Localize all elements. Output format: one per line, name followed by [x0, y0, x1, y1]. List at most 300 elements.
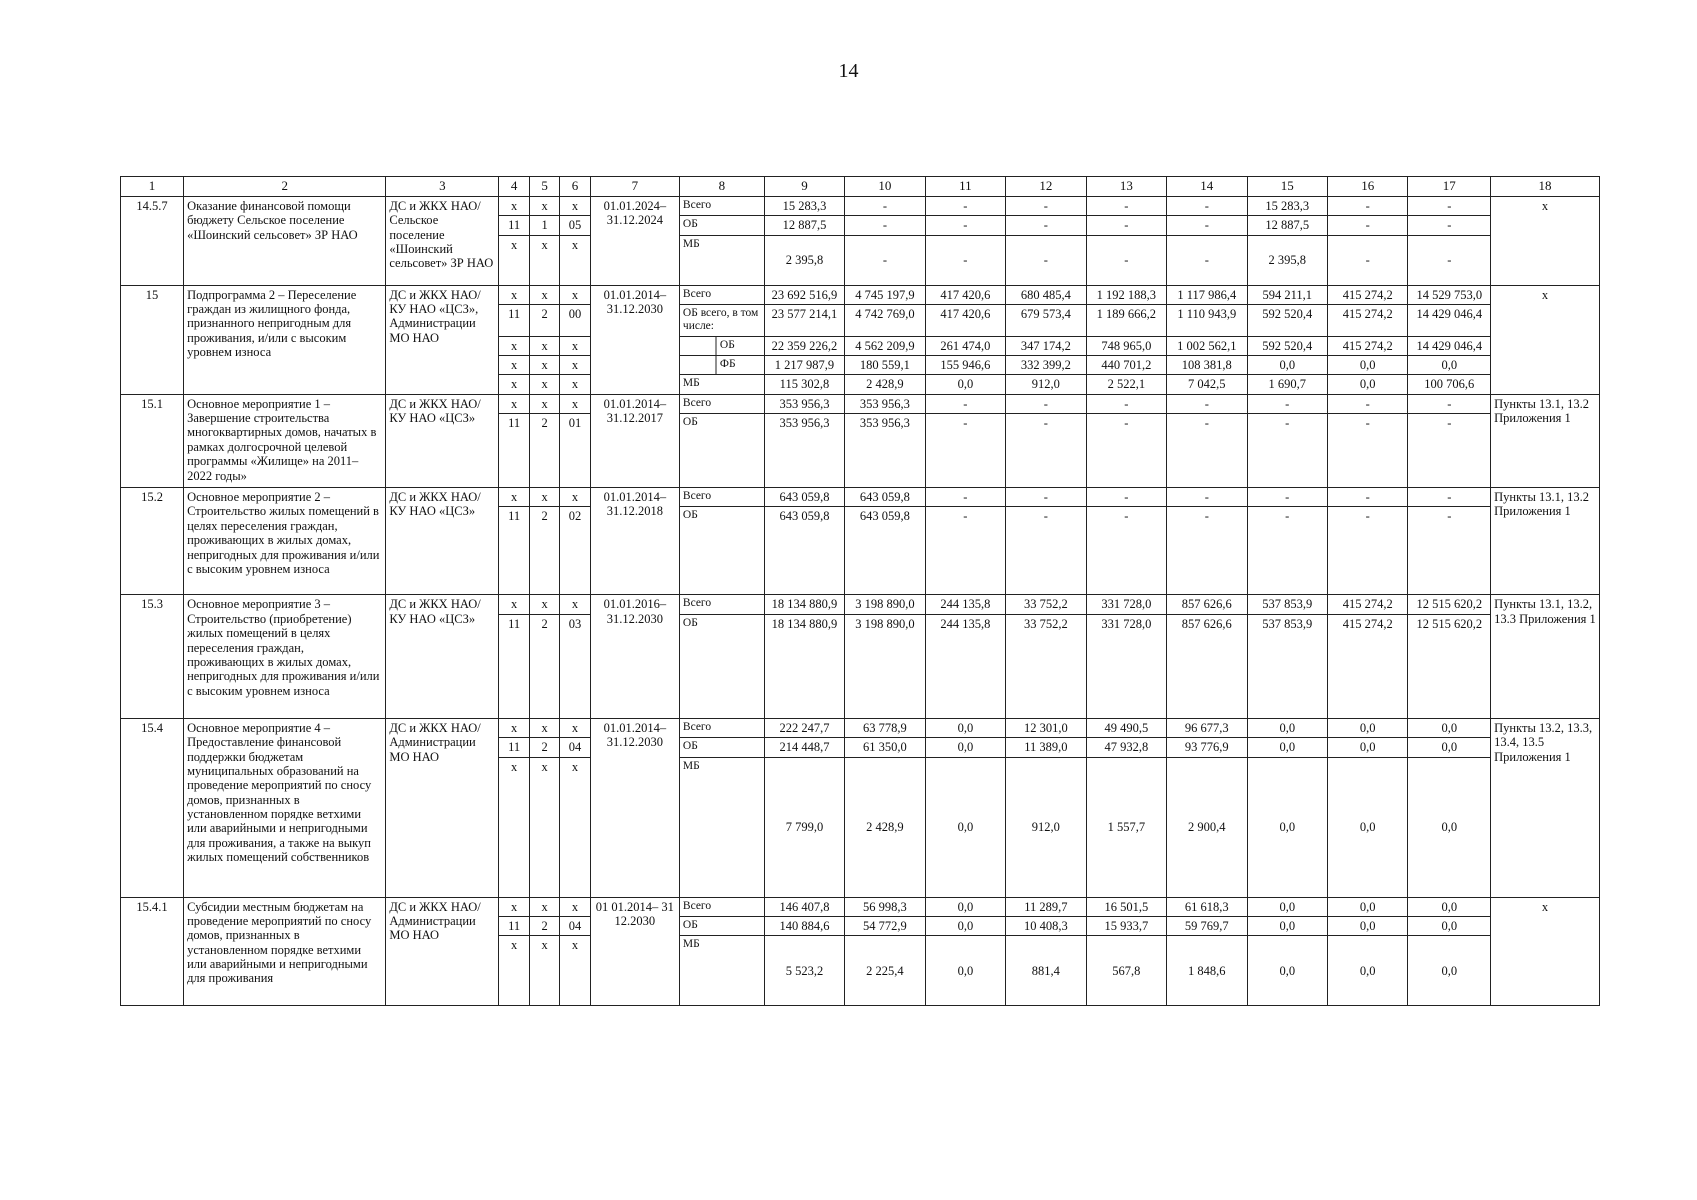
note: Пункты 13.1, 13.2, 13.3 Приложения 1 — [1491, 595, 1600, 718]
code-cell: х — [499, 375, 529, 394]
row-id: 15.4.1 — [121, 897, 184, 1006]
value-cell: 912,0 — [1006, 375, 1086, 394]
source-cell: ОБ — [679, 738, 764, 757]
value-cell: 96 677,3 — [1167, 718, 1247, 737]
value-cell: 0,0 — [1328, 718, 1408, 737]
value-cell: - — [1408, 414, 1491, 488]
header-cell: 13 — [1086, 177, 1166, 197]
header-cell: 4 — [499, 177, 529, 197]
value-cell: 1 002 562,1 — [1167, 336, 1247, 355]
source-cell: МБ — [679, 235, 764, 285]
row-id: 15.3 — [121, 595, 184, 718]
value-cell: - — [925, 488, 1005, 507]
measure-name: Субсидии местным бюджетам на проведение мероприятий по сносу домов, признанных в установленном порядке ветхими или аварийными и непригодными для проживания — [184, 897, 386, 1006]
value-cell: 16 501,5 — [1086, 897, 1166, 916]
value-cell: 5 523,2 — [764, 936, 844, 1006]
value-cell: 0,0 — [1328, 916, 1408, 935]
row-id: 15.1 — [121, 394, 184, 487]
value-cell: 61 618,3 — [1167, 897, 1247, 916]
table-row — [121, 196, 1600, 215]
value-cell: 0,0 — [1328, 936, 1408, 1006]
value-cell: 417 420,6 — [925, 285, 1005, 304]
header-cell: 8 — [679, 177, 764, 197]
value-cell: - — [1408, 235, 1491, 285]
value-cell: 331 728,0 — [1086, 595, 1166, 614]
value-cell: 881,4 — [1006, 936, 1086, 1006]
header-cell: 10 — [845, 177, 925, 197]
value-cell: 1 189 666,2 — [1086, 305, 1166, 336]
code-cell: 11 — [499, 738, 529, 757]
code-cell: х — [560, 355, 590, 374]
code-cell: 05 — [560, 216, 590, 235]
value-cell: - — [1086, 216, 1166, 235]
source-cell: ФБ — [679, 355, 764, 374]
code-cell: 04 — [560, 738, 590, 757]
period: 01 01.2014– 31 12.2030 — [590, 897, 679, 1006]
value-cell: - — [1167, 507, 1247, 595]
value-cell: 93 776,9 — [1167, 738, 1247, 757]
code-cell: х — [499, 757, 529, 897]
note: х — [1491, 196, 1600, 285]
source-cell: ОБ — [679, 916, 764, 935]
value-cell: 537 853,9 — [1247, 595, 1327, 614]
value-cell: - — [1328, 235, 1408, 285]
value-cell: - — [1006, 488, 1086, 507]
source-cell: Всего — [679, 394, 764, 413]
code-cell: х — [529, 936, 559, 1006]
value-cell: - — [1408, 507, 1491, 595]
header-cell: 11 — [925, 177, 1005, 197]
source-cell: Всего — [679, 285, 764, 304]
row-id: 15.2 — [121, 488, 184, 595]
value-cell: 2 225,4 — [845, 936, 925, 1006]
code-cell: 11 — [499, 414, 529, 488]
value-cell: 0,0 — [1328, 355, 1408, 374]
value-cell: 0,0 — [925, 936, 1005, 1006]
code-cell: х — [529, 897, 559, 916]
value-cell: 0,0 — [1247, 916, 1327, 935]
value-cell: 14 429 046,4 — [1408, 336, 1491, 355]
value-cell: 14 429 046,4 — [1408, 305, 1491, 336]
source-cell: Всего — [679, 595, 764, 614]
value-cell: - — [1328, 216, 1408, 235]
measure-name: Оказание финансовой помощи бюджету Сельское поселение «Шоинский сельсовет» ЗР НАО — [184, 196, 386, 285]
value-cell: 0,0 — [925, 718, 1005, 737]
table-row — [121, 897, 1600, 916]
value-cell: - — [1006, 507, 1086, 595]
source-cell: ОБ — [679, 507, 764, 595]
header-cell: 14 — [1167, 177, 1247, 197]
source-cell: МБ — [679, 936, 764, 1006]
value-cell: 0,0 — [1328, 897, 1408, 916]
value-cell: - — [1086, 414, 1166, 488]
value-cell: 0,0 — [925, 916, 1005, 935]
note: х — [1491, 285, 1600, 394]
header-cell: 3 — [386, 177, 499, 197]
value-cell: 0,0 — [1247, 757, 1327, 897]
value-cell: 440 701,2 — [1086, 355, 1166, 374]
code-cell: х — [499, 336, 529, 355]
period: 01.01.2016– 31.12.2030 — [590, 595, 679, 718]
value-cell: 594 211,1 — [1247, 285, 1327, 304]
value-cell: - — [925, 196, 1005, 215]
code-cell: 2 — [529, 614, 559, 718]
value-cell: 1 110 943,9 — [1167, 305, 1247, 336]
value-cell: - — [1086, 488, 1166, 507]
value-cell: 1 848,6 — [1167, 936, 1247, 1006]
code-cell: 00 — [560, 305, 590, 336]
value-cell: 33 752,2 — [1006, 614, 1086, 718]
value-cell: 12 887,5 — [764, 216, 844, 235]
value-cell: 18 134 880,9 — [764, 595, 844, 614]
period: 01.01.2024– 31.12.2024 — [590, 196, 679, 285]
source-cell: Всего — [679, 196, 764, 215]
value-cell: - — [1167, 196, 1247, 215]
value-cell: 643 059,8 — [764, 488, 844, 507]
value-cell: 59 769,7 — [1167, 916, 1247, 935]
header-row — [121, 177, 1600, 197]
code-cell: х — [560, 595, 590, 614]
value-cell: 415 274,2 — [1328, 614, 1408, 718]
value-cell: 155 946,6 — [925, 355, 1005, 374]
value-cell: 12 515 620,2 — [1408, 595, 1491, 614]
code-cell: х — [499, 595, 529, 614]
source-cell: Всего — [679, 488, 764, 507]
code-cell: х — [529, 375, 559, 394]
value-cell: 643 059,8 — [845, 488, 925, 507]
value-cell: - — [925, 394, 1005, 413]
value-cell: 0,0 — [1247, 936, 1327, 1006]
value-cell: - — [925, 414, 1005, 488]
row-id: 14.5.7 — [121, 196, 184, 285]
code-cell: 01 — [560, 414, 590, 488]
value-cell: 0,0 — [925, 897, 1005, 916]
value-cell: - — [1167, 414, 1247, 488]
header-cell: 18 — [1491, 177, 1600, 197]
value-cell: 22 359 226,2 — [764, 336, 844, 355]
header-cell: 9 — [764, 177, 844, 197]
value-cell: 415 274,2 — [1328, 336, 1408, 355]
executor: ДС и ЖКХ НАО/ Администрации МО НАО — [386, 718, 499, 897]
value-cell: 4 562 209,9 — [845, 336, 925, 355]
value-cell: - — [1247, 394, 1327, 413]
source-cell: ОБ — [679, 336, 764, 355]
value-cell: 857 626,6 — [1167, 595, 1247, 614]
source-cell: Всего — [679, 897, 764, 916]
source-cell: МБ — [679, 375, 764, 394]
value-cell: 347 174,2 — [1006, 336, 1086, 355]
value-cell: - — [1328, 507, 1408, 595]
value-cell: 23 692 516,9 — [764, 285, 844, 304]
code-cell: х — [560, 757, 590, 897]
row-id: 15.4 — [121, 718, 184, 897]
code-cell: 11 — [499, 614, 529, 718]
value-cell: 7 042,5 — [1167, 375, 1247, 394]
value-cell: 592 520,4 — [1247, 336, 1327, 355]
value-cell: 10 408,3 — [1006, 916, 1086, 935]
value-cell: - — [1408, 394, 1491, 413]
value-cell: - — [1328, 196, 1408, 215]
header-cell: 2 — [184, 177, 386, 197]
code-cell: 11 — [499, 305, 529, 336]
value-cell: 353 956,3 — [845, 394, 925, 413]
value-cell: 0,0 — [1408, 916, 1491, 935]
code-cell: 2 — [529, 738, 559, 757]
executor: ДС и ЖКХ НАО/ КУ НАО «ЦСЗ» — [386, 488, 499, 595]
value-cell: 415 274,2 — [1328, 305, 1408, 336]
source-cell: ОБ — [679, 614, 764, 718]
value-cell: 415 274,2 — [1328, 595, 1408, 614]
value-cell: 4 745 197,9 — [845, 285, 925, 304]
header-cell: 1 — [121, 177, 184, 197]
value-cell: 222 247,7 — [764, 718, 844, 737]
header-cell: 7 — [590, 177, 679, 197]
value-cell: 353 956,3 — [764, 394, 844, 413]
code-cell: 2 — [529, 916, 559, 935]
code-cell: х — [529, 336, 559, 355]
value-cell: 2 522,1 — [1086, 375, 1166, 394]
period: 01.01.2014– 31.12.2030 — [590, 718, 679, 897]
header-cell: 12 — [1006, 177, 1086, 197]
value-cell: 146 407,8 — [764, 897, 844, 916]
code-cell: 11 — [499, 507, 529, 595]
value-cell: 14 529 753,0 — [1408, 285, 1491, 304]
table-row — [121, 718, 1600, 737]
value-cell: 12 887,5 — [1247, 216, 1327, 235]
measure-name: Подпрограмма 2 – Переселение граждан из жилищного фонда, признанного непригодным для проживания, и/или с высоким уровнем износа — [184, 285, 386, 394]
value-cell: 4 742 769,0 — [845, 305, 925, 336]
value-cell: - — [1086, 235, 1166, 285]
value-cell: 33 752,2 — [1006, 595, 1086, 614]
value-cell: 12 515 620,2 — [1408, 614, 1491, 718]
code-cell: 2 — [529, 414, 559, 488]
note: Пункты 13.1, 13.2 Приложения 1 — [1491, 394, 1600, 487]
value-cell: 244 135,8 — [925, 614, 1005, 718]
period: 01.01.2014– 31.12.2017 — [590, 394, 679, 487]
code-cell: х — [560, 936, 590, 1006]
value-cell: - — [1408, 488, 1491, 507]
code-cell: х — [560, 488, 590, 507]
code-cell: х — [529, 394, 559, 413]
measure-name: Основное мероприятие 3 – Строительство (приобретение) жилых помещений в целях переселения граждан, проживающих в жилых домах, непригодных для проживания и/или с высоким уровнем износа — [184, 595, 386, 718]
value-cell: 0,0 — [1408, 355, 1491, 374]
value-cell: 108 381,8 — [1167, 355, 1247, 374]
value-cell: 0,0 — [1408, 897, 1491, 916]
code-cell: х — [529, 488, 559, 507]
value-cell: 643 059,8 — [845, 507, 925, 595]
code-cell: х — [560, 394, 590, 413]
value-cell: - — [1006, 414, 1086, 488]
value-cell: - — [845, 216, 925, 235]
value-cell: 0,0 — [925, 375, 1005, 394]
value-cell: - — [1247, 414, 1327, 488]
value-cell: 1 192 188,3 — [1086, 285, 1166, 304]
value-cell: 0,0 — [1408, 738, 1491, 757]
value-cell: - — [1006, 196, 1086, 215]
value-cell: 2 395,8 — [764, 235, 844, 285]
table-row — [121, 595, 1600, 614]
code-cell: 02 — [560, 507, 590, 595]
value-cell: - — [1167, 488, 1247, 507]
code-cell: 1 — [529, 216, 559, 235]
code-cell: х — [560, 718, 590, 737]
value-cell: 63 778,9 — [845, 718, 925, 737]
code-cell: х — [560, 336, 590, 355]
code-cell: х — [529, 757, 559, 897]
value-cell: 115 302,8 — [764, 375, 844, 394]
value-cell: 0,0 — [925, 757, 1005, 897]
value-cell: 244 135,8 — [925, 595, 1005, 614]
value-cell: 15 283,3 — [764, 196, 844, 215]
code-cell: х — [499, 936, 529, 1006]
value-cell: - — [1328, 394, 1408, 413]
source-cell: МБ — [679, 757, 764, 897]
code-cell: х — [529, 355, 559, 374]
code-cell: 11 — [499, 916, 529, 935]
value-cell: 1 117 986,4 — [1167, 285, 1247, 304]
value-cell: 2 395,8 — [1247, 235, 1327, 285]
code-cell: 11 — [499, 216, 529, 235]
source-cell: Всего — [679, 718, 764, 737]
value-cell: 567,8 — [1086, 936, 1166, 1006]
page-number: 14 — [838, 60, 859, 82]
note: Пункты 13.1, 13.2 Приложения 1 — [1491, 488, 1600, 595]
value-cell: 11 289,7 — [1006, 897, 1086, 916]
table-row — [121, 394, 1600, 413]
value-cell: 61 350,0 — [845, 738, 925, 757]
code-cell: х — [499, 394, 529, 413]
code-cell: х — [560, 375, 590, 394]
value-cell: - — [1247, 507, 1327, 595]
value-cell: 912,0 — [1006, 757, 1086, 897]
code-cell: 04 — [560, 916, 590, 935]
value-cell: 0,0 — [1408, 936, 1491, 1006]
value-cell: - — [1086, 507, 1166, 595]
code-cell: х — [499, 488, 529, 507]
value-cell: - — [1247, 488, 1327, 507]
code-cell: х — [529, 235, 559, 285]
value-cell: 353 956,3 — [764, 414, 844, 488]
value-cell: - — [845, 196, 925, 215]
value-cell: 3 198 890,0 — [845, 595, 925, 614]
code-cell: 2 — [529, 305, 559, 336]
budget-table — [120, 176, 1600, 1006]
value-cell: 353 956,3 — [845, 414, 925, 488]
period: 01.01.2014– 31.12.2030 — [590, 285, 679, 394]
table-row — [121, 285, 1600, 304]
value-cell: 0,0 — [1408, 718, 1491, 737]
measure-name: Основное мероприятие 2 – Строительство жилых помещений в целях переселения граждан, проживающих в жилых домах, непригодных для проживания и/или с высоким уровнем износа — [184, 488, 386, 595]
value-cell: 0,0 — [925, 738, 1005, 757]
header-cell: 15 — [1247, 177, 1327, 197]
value-cell: 47 932,8 — [1086, 738, 1166, 757]
measure-name: Основное мероприятие 1 – Завершение строительства многоквартирных домов, начатых в рамках долгосрочной целевой программы «Жилище» на 2011–2022 годы» — [184, 394, 386, 487]
code-cell: 2 — [529, 507, 559, 595]
value-cell: - — [1328, 414, 1408, 488]
code-cell: х — [560, 235, 590, 285]
header-cell: 17 — [1408, 177, 1491, 197]
executor: ДС и ЖКХ НАО/ КУ НАО «ЦСЗ» — [386, 394, 499, 487]
value-cell: 415 274,2 — [1328, 285, 1408, 304]
value-cell: 332 399,2 — [1006, 355, 1086, 374]
value-cell: - — [1086, 196, 1166, 215]
value-cell: 679 573,4 — [1006, 305, 1086, 336]
value-cell: 214 448,7 — [764, 738, 844, 757]
value-cell: - — [845, 235, 925, 285]
value-cell: - — [925, 216, 1005, 235]
value-cell: 1 690,7 — [1247, 375, 1327, 394]
code-cell: х — [560, 285, 590, 304]
executor: ДС и ЖКХ НАО/ Администрации МО НАО — [386, 897, 499, 1006]
source-cell: ОБ — [679, 216, 764, 235]
value-cell: 0,0 — [1247, 718, 1327, 737]
executor: ДС и ЖКХ НАО/ КУ НАО «ЦСЗ», Администрации МО НАО — [386, 285, 499, 394]
code-cell: х — [499, 355, 529, 374]
value-cell: 2 900,4 — [1167, 757, 1247, 897]
value-cell: 3 198 890,0 — [845, 614, 925, 718]
value-cell: 100 706,6 — [1408, 375, 1491, 394]
value-cell: 2 428,9 — [845, 375, 925, 394]
value-cell: 54 772,9 — [845, 916, 925, 935]
code-cell: х — [499, 235, 529, 285]
value-cell: 1 557,7 — [1086, 757, 1166, 897]
row-id: 15 — [121, 285, 184, 394]
table-row — [121, 488, 1600, 507]
value-cell: 15 933,7 — [1086, 916, 1166, 935]
value-cell: 680 485,4 — [1006, 285, 1086, 304]
measure-name: Основное мероприятие 4 – Предоставление финансовой поддержки бюджетам муниципальных образований на проведение мероприятий по сносу домов, признанных в установленном порядке ветхими или аварийными и непригодными для проживания, а также на выкуп жилых помещений собственников — [184, 718, 386, 897]
value-cell: 7 799,0 — [764, 757, 844, 897]
value-cell: 12 301,0 — [1006, 718, 1086, 737]
code-cell: х — [499, 285, 529, 304]
value-cell: 748 965,0 — [1086, 336, 1166, 355]
value-cell: 0,0 — [1328, 738, 1408, 757]
value-cell: - — [1006, 216, 1086, 235]
code-cell: х — [529, 718, 559, 737]
code-cell: х — [529, 285, 559, 304]
code-cell: х — [499, 718, 529, 737]
value-cell: 643 059,8 — [764, 507, 844, 595]
value-cell: - — [1167, 394, 1247, 413]
value-cell: - — [1086, 394, 1166, 413]
value-cell: 592 520,4 — [1247, 305, 1327, 336]
value-cell: 261 474,0 — [925, 336, 1005, 355]
value-cell: 49 490,5 — [1086, 718, 1166, 737]
value-cell: 537 853,9 — [1247, 614, 1327, 718]
value-cell: - — [1167, 235, 1247, 285]
value-cell: 180 559,1 — [845, 355, 925, 374]
code-cell: 03 — [560, 614, 590, 718]
value-cell: 857 626,6 — [1167, 614, 1247, 718]
value-cell: - — [925, 235, 1005, 285]
value-cell: 15 283,3 — [1247, 196, 1327, 215]
code-cell: х — [499, 897, 529, 916]
value-cell: 0,0 — [1247, 738, 1327, 757]
source-cell: ОБ — [679, 414, 764, 488]
value-cell: - — [1006, 394, 1086, 413]
value-cell: - — [1167, 216, 1247, 235]
value-cell: 1 217 987,9 — [764, 355, 844, 374]
value-cell: 0,0 — [1247, 355, 1327, 374]
value-cell: 0,0 — [1328, 375, 1408, 394]
value-cell: 0,0 — [1328, 757, 1408, 897]
header-cell: 16 — [1328, 177, 1408, 197]
code-cell: х — [529, 196, 559, 215]
value-cell: 11 389,0 — [1006, 738, 1086, 757]
value-cell: 0,0 — [1247, 897, 1327, 916]
code-cell: х — [560, 196, 590, 215]
value-cell: - — [925, 507, 1005, 595]
